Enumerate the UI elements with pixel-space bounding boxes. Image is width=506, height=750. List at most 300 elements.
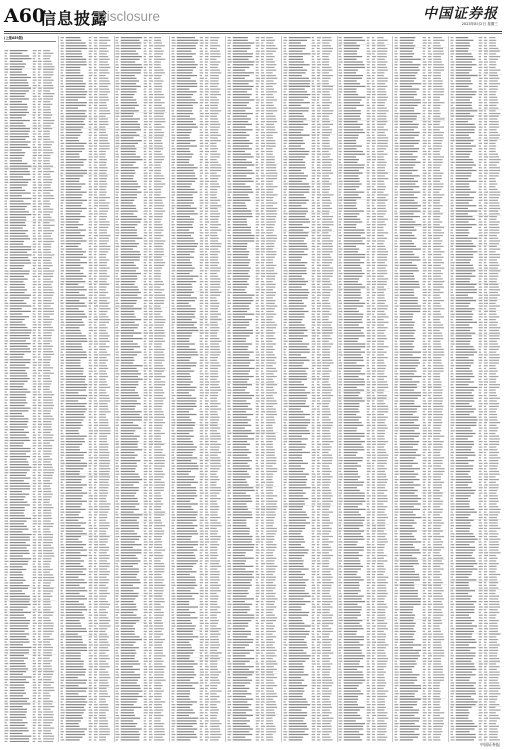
table-row — [283, 83, 335, 85]
table-row — [116, 159, 164, 160]
table-row — [227, 398, 273, 399]
table-row — [395, 270, 442, 271]
table-row — [172, 94, 221, 95]
table-row — [450, 512, 500, 513]
table-row — [450, 126, 499, 127]
table-row — [450, 78, 499, 79]
table-row — [450, 162, 499, 163]
table-row — [227, 628, 273, 629]
table-row — [60, 381, 106, 382]
table-row — [450, 549, 498, 550]
table-row — [60, 715, 112, 717]
table-row — [116, 211, 166, 212]
table-row — [339, 596, 387, 597]
table-row — [5, 131, 50, 132]
table-row — [227, 699, 273, 700]
table-row — [227, 411, 276, 412]
table-row — [450, 593, 495, 594]
table-row — [4, 166, 56, 168]
table-row — [283, 189, 329, 190]
table-row — [5, 72, 54, 73]
table-row — [60, 238, 108, 239]
table-row — [172, 305, 219, 306]
table-row — [227, 536, 274, 537]
table-row — [227, 704, 276, 705]
table-row — [172, 449, 219, 450]
table-row — [172, 696, 220, 697]
table-row — [283, 140, 329, 141]
table-row — [395, 129, 440, 130]
table-row — [395, 441, 444, 442]
table-row — [450, 105, 496, 106]
table-row — [395, 669, 443, 670]
table-row — [227, 400, 276, 401]
table-row — [5, 340, 52, 341]
table-row — [450, 246, 496, 247]
table-row — [283, 406, 328, 407]
table-row — [339, 512, 385, 513]
table-row — [116, 376, 166, 377]
table-row — [395, 156, 445, 157]
table-row — [60, 314, 106, 315]
table-row — [116, 585, 166, 586]
table-row — [172, 663, 218, 664]
table-row — [5, 612, 54, 613]
table-row — [339, 303, 385, 304]
table-row — [5, 545, 52, 546]
table-row — [116, 484, 165, 485]
table-row — [60, 167, 107, 168]
table-row — [60, 728, 109, 729]
table-row — [116, 322, 166, 323]
table-row — [450, 704, 502, 706]
table-row — [116, 427, 163, 428]
table-row — [116, 663, 163, 664]
table-row — [339, 151, 384, 152]
table-row — [60, 56, 108, 57]
table-row — [60, 303, 109, 304]
table-row — [172, 490, 222, 491]
table-row — [60, 522, 109, 523]
table-row — [5, 93, 55, 94]
table-row — [450, 167, 499, 168]
table-row — [116, 726, 164, 727]
table-row — [172, 105, 218, 106]
table-row — [395, 503, 443, 504]
table-row — [339, 365, 387, 366]
table-row — [283, 59, 329, 60]
table-row — [60, 663, 108, 664]
table-row — [60, 205, 108, 206]
table-row — [5, 494, 53, 495]
table-row — [60, 262, 107, 263]
table-row — [283, 211, 335, 213]
table-row — [5, 445, 53, 446]
table-row — [116, 414, 164, 415]
table-row — [450, 352, 496, 353]
table-row — [116, 604, 161, 605]
table-row — [339, 514, 387, 515]
table-row — [283, 322, 332, 323]
table-row — [172, 338, 220, 339]
table-row — [339, 156, 384, 157]
table-row — [227, 438, 275, 439]
table-row — [5, 313, 54, 314]
table-row — [450, 333, 502, 335]
table-row — [227, 202, 277, 203]
table-row — [450, 425, 496, 426]
table-row — [395, 666, 443, 667]
table-row — [227, 194, 277, 195]
table-row — [395, 555, 442, 556]
table-row — [339, 493, 385, 494]
table-row — [5, 279, 51, 280]
table-row — [172, 175, 221, 176]
table-row — [172, 83, 220, 84]
table-row — [5, 467, 53, 468]
table-row — [227, 324, 277, 325]
table-row — [5, 370, 51, 371]
column-divider — [392, 36, 393, 742]
masthead-rule — [4, 31, 502, 32]
table-row — [450, 91, 496, 92]
table-row — [60, 395, 109, 396]
table-row — [116, 86, 163, 87]
table-row — [395, 682, 441, 683]
table-row — [395, 506, 441, 507]
table-row — [339, 324, 385, 325]
table-row — [450, 324, 497, 325]
table-row — [227, 612, 272, 613]
table-row — [450, 422, 500, 423]
table-row — [450, 636, 496, 637]
table-row — [450, 42, 495, 43]
table-row — [5, 561, 51, 562]
table-row — [5, 486, 51, 487]
table-row — [339, 468, 387, 469]
table-row — [283, 709, 329, 710]
table-row — [227, 503, 276, 504]
table-row — [450, 257, 500, 258]
table-row — [283, 506, 330, 507]
table-row — [283, 514, 329, 515]
table-row — [227, 555, 273, 556]
table-row — [395, 718, 445, 719]
table-row — [450, 625, 498, 626]
table-row — [5, 88, 54, 89]
table-row — [4, 609, 56, 611]
table-row — [339, 295, 385, 296]
table-row — [5, 297, 52, 298]
table-row — [283, 395, 333, 396]
table-row — [450, 395, 496, 396]
table-row — [339, 682, 387, 683]
table-row — [450, 148, 495, 149]
table-row — [60, 354, 110, 355]
table-row — [450, 734, 497, 735]
table-row — [283, 37, 331, 38]
table-row — [283, 67, 331, 68]
table-row — [60, 433, 110, 434]
table-row — [339, 83, 386, 84]
table-row — [283, 720, 331, 721]
table-row — [227, 270, 274, 271]
table-row — [116, 655, 166, 656]
table-row — [450, 468, 497, 469]
table-row — [60, 300, 112, 302]
table-row — [394, 547, 446, 549]
table-row — [116, 623, 163, 624]
table-row — [60, 520, 105, 521]
table-row — [60, 330, 106, 331]
table-row — [283, 238, 330, 239]
table-row — [60, 539, 107, 540]
table-row — [339, 734, 385, 735]
table-row — [116, 398, 166, 399]
table-row — [339, 653, 386, 654]
table-row — [339, 582, 388, 583]
table-row — [116, 75, 162, 76]
table-row — [172, 365, 221, 366]
table-row — [283, 509, 328, 510]
table-row — [5, 604, 51, 605]
table-row — [395, 357, 442, 358]
table-row — [283, 433, 330, 434]
table-row — [339, 598, 385, 599]
table-row — [227, 460, 276, 461]
table-row — [395, 341, 441, 342]
table-row — [172, 246, 222, 247]
table-row — [283, 221, 333, 222]
table-row — [227, 124, 274, 125]
table-row — [339, 625, 387, 626]
table-row — [227, 154, 272, 155]
table-row — [339, 609, 386, 610]
table-row — [116, 536, 163, 537]
table-row — [339, 606, 388, 607]
table-row — [5, 426, 52, 427]
table-row — [116, 503, 164, 504]
table-row — [283, 156, 329, 157]
table-row — [60, 734, 109, 735]
table-row — [116, 267, 163, 268]
table-row — [395, 362, 442, 363]
table-row — [60, 465, 109, 466]
table-row — [116, 240, 166, 241]
table-row — [227, 75, 275, 76]
table-row — [116, 249, 164, 250]
table-row — [339, 181, 385, 182]
table-row — [227, 476, 272, 477]
table-row — [116, 316, 163, 317]
table-row — [116, 346, 162, 347]
table-row — [116, 387, 163, 388]
table-row — [227, 726, 275, 727]
table-row — [172, 555, 219, 556]
table-row — [227, 89, 274, 90]
table-row — [172, 528, 217, 529]
table-row — [5, 738, 55, 739]
table-row — [227, 471, 277, 472]
table-row — [283, 232, 328, 233]
table-row — [116, 357, 165, 358]
table-row — [395, 181, 441, 182]
table-row — [339, 59, 385, 60]
table-row — [450, 653, 497, 654]
table-row — [116, 297, 166, 298]
table-row — [450, 381, 496, 382]
table-row — [172, 314, 222, 315]
table-row — [172, 547, 217, 548]
table-row — [395, 544, 443, 545]
table-row — [450, 506, 498, 507]
table-row — [5, 580, 55, 581]
table-row — [60, 514, 107, 515]
table-row — [283, 292, 330, 293]
table-row — [5, 741, 54, 742]
table-row — [116, 568, 165, 569]
table-row — [5, 451, 52, 452]
table-row — [60, 360, 107, 361]
table-row — [227, 360, 274, 361]
table-row — [172, 495, 217, 496]
table-row — [339, 148, 387, 149]
table-row — [283, 479, 330, 480]
table-row — [5, 311, 54, 312]
table-row — [60, 124, 108, 125]
table-row — [227, 238, 277, 239]
table-row — [172, 685, 218, 686]
table-row — [339, 230, 384, 231]
table-row — [5, 367, 54, 368]
table-row — [171, 650, 223, 652]
table-row — [227, 224, 274, 225]
table-row — [450, 354, 499, 355]
table-row — [283, 42, 329, 43]
table-row — [116, 479, 162, 480]
table-row — [339, 232, 389, 233]
table-row — [116, 175, 164, 176]
table-row — [339, 628, 388, 629]
table-row — [60, 175, 107, 176]
table-row — [450, 617, 495, 618]
table-row — [5, 491, 52, 492]
table-row — [116, 395, 163, 396]
table-row — [395, 70, 445, 71]
table-row — [60, 563, 110, 564]
table-row — [450, 604, 499, 605]
table-row — [339, 552, 384, 553]
table-row — [339, 709, 385, 710]
table-row — [395, 151, 440, 152]
table-row — [450, 517, 502, 519]
table-row — [283, 94, 330, 95]
table-row — [450, 444, 499, 445]
table-row — [172, 354, 220, 355]
table-row — [60, 89, 109, 90]
table-row — [395, 75, 441, 76]
table-row — [5, 106, 51, 107]
table-row — [450, 701, 495, 702]
table-row — [339, 51, 388, 52]
table-row — [60, 311, 107, 312]
table-row — [5, 373, 54, 374]
table-row — [283, 490, 331, 491]
table-row — [450, 278, 497, 279]
table-row — [339, 368, 386, 369]
table-row — [283, 674, 329, 675]
table-row — [116, 661, 164, 662]
table-row — [116, 70, 164, 71]
table-row — [60, 259, 109, 260]
table-row — [227, 305, 277, 306]
listing-rows — [283, 36, 335, 742]
table-row — [283, 48, 333, 49]
table-row — [5, 529, 50, 530]
table-row — [172, 436, 221, 437]
table-row — [283, 324, 331, 325]
table-row — [395, 709, 440, 710]
table-row — [450, 259, 497, 260]
table-row — [339, 430, 385, 431]
table-row — [116, 517, 161, 518]
table-row — [172, 728, 221, 729]
table-row — [5, 418, 55, 419]
table-row — [172, 653, 222, 654]
table-row — [5, 515, 52, 516]
table-row — [227, 227, 273, 228]
table-row — [60, 80, 109, 81]
table-row — [5, 658, 50, 659]
table-row — [60, 371, 105, 372]
table-row — [450, 230, 499, 231]
table-row — [5, 636, 50, 637]
table-row — [450, 663, 496, 664]
table-row — [4, 85, 56, 87]
table-row — [172, 167, 222, 168]
table-row — [227, 663, 277, 664]
table-row — [172, 520, 218, 521]
table-row — [339, 549, 384, 550]
table-row — [227, 170, 276, 171]
table-row — [60, 59, 109, 60]
table-row — [227, 289, 273, 290]
table-row — [395, 549, 442, 550]
table-row — [227, 246, 279, 248]
table-row — [283, 387, 331, 388]
table-row — [60, 712, 105, 713]
table-row — [450, 525, 497, 526]
table-row — [116, 490, 164, 491]
table-row — [450, 457, 500, 458]
table-row — [227, 200, 272, 201]
table-row — [227, 617, 277, 618]
table-row — [395, 631, 441, 632]
table-row — [395, 479, 441, 480]
table-row — [395, 737, 440, 738]
table-row — [116, 574, 162, 575]
table-row — [60, 696, 110, 697]
table-row — [339, 547, 385, 548]
table-row — [60, 631, 105, 632]
table-row — [339, 685, 386, 686]
table-row — [339, 471, 385, 472]
table-row — [60, 463, 112, 465]
table-row — [5, 381, 52, 382]
table-row — [5, 136, 50, 137]
table-row — [283, 484, 329, 485]
table-row — [116, 243, 164, 244]
